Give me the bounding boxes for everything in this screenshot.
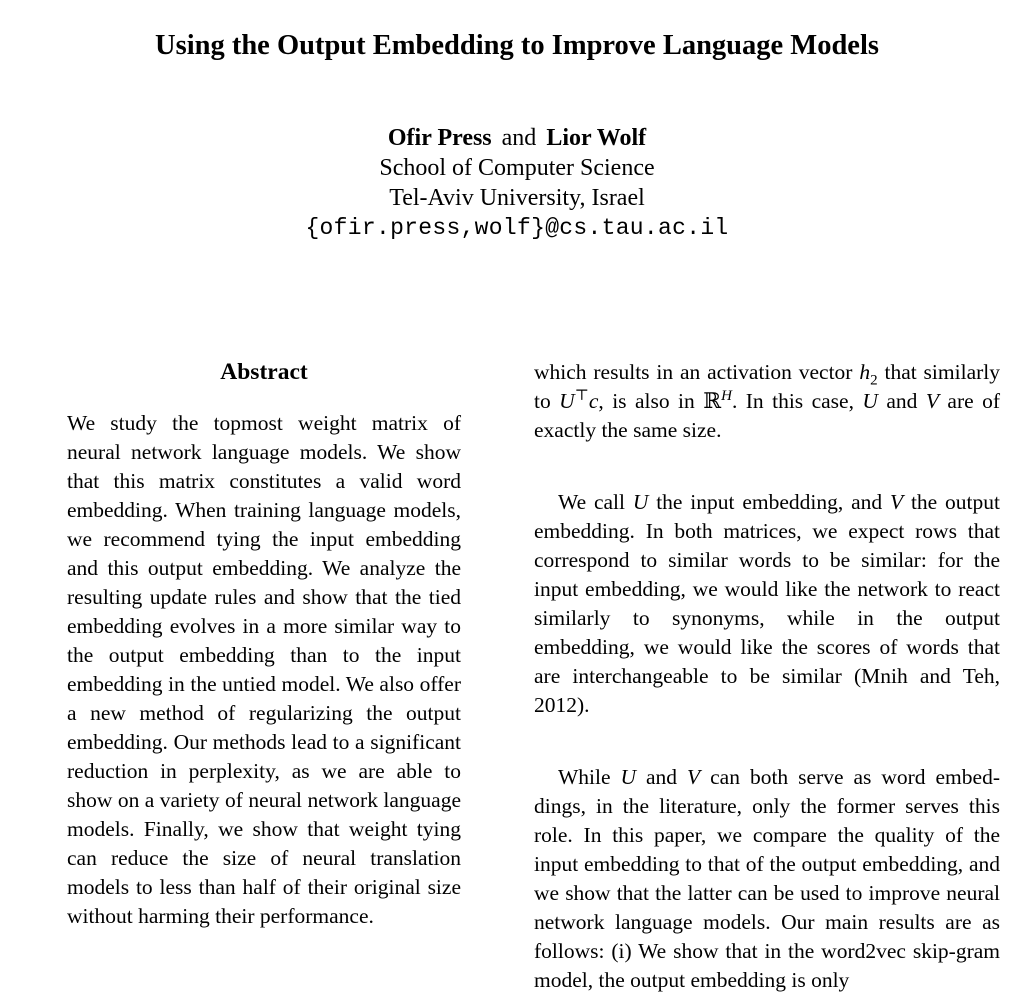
author-name: Lior Wolf: [546, 125, 647, 151]
author-block: [0, 123, 1034, 243]
math-h: h: [859, 360, 871, 384]
math-c: c: [588, 389, 599, 413]
math-transpose: ⊤: [574, 387, 589, 404]
math-reals: ℝ: [703, 389, 722, 413]
math-V: V: [687, 765, 701, 789]
author-conjunction: and: [501, 125, 537, 151]
math-V: V: [925, 389, 939, 413]
intro-paragraph: We call U the input embedding, and V the output embedding. In both matrices, we expect rows that correspond to similar words to be similar: for the input embedding, we would like the network to react similarly to synonyms, while in the output embedding, we would like the scores of words that are interchangeable to be similar (Mnih and Teh, 2012).: [534, 490, 1000, 717]
math-U: U: [620, 765, 637, 789]
author-names: [0, 123, 1034, 153]
math-U: U: [862, 389, 878, 413]
affiliation-university: Tel-Aviv University, Israel: [389, 185, 645, 211]
introduction-column: [534, 358, 1000, 995]
math-subscript: 2: [870, 372, 878, 389]
math-superscript-H: H: [721, 387, 732, 404]
abstract-body: We study the topmost weight matrix of neural network language models. We show that this matrix constitutes a valid word embedding. When training language models, we recommend tying the input embedding and this output embedding. We analyze the resulting update rules and show that the tied embedding evolves in a more similar way to the output embedding than to the input embedding in the untied model. We also offer a new method of regularizing the output embedding. Our methods lead to a significant reduction in perplexity, as we are able to show on a variety of neural network language models. Finally, we show that weight tying can reduce the size of neural translation models to less than half of their original size without harming their performance.: [67, 411, 461, 928]
author-email: {ofir.press,wolf}@cs.tau.ac.il: [305, 215, 729, 241]
math-V: V: [889, 490, 904, 514]
math-U: U: [632, 490, 649, 514]
intro-paragraph: which results in an activation vector $h_2$ that similarly to U⊤c, is also in ℝ$^H$. In this case, U and V are of exactly the same size.: [534, 360, 1001, 442]
math-U: U: [559, 389, 575, 413]
author-name: Ofir Press: [387, 125, 492, 151]
abstract-heading: Abstract: [220, 359, 308, 385]
paper-title: Using the Output Embedding to Improve Language Models: [155, 30, 879, 61]
intro-paragraph: While U and V can both serve as word embeddings, in the literature, only the former serves this role. In this paper, we compare the quality of the input embedding to that of the output embedding, and we show that the latter can be used to improve neural network language models. Our main results are as follows: (i) We show that in the word2vec skip-gram model, the output embedding is only: [534, 765, 1000, 992]
affiliation-department: School of Computer Science: [379, 155, 655, 181]
abstract-column: [67, 356, 461, 931]
